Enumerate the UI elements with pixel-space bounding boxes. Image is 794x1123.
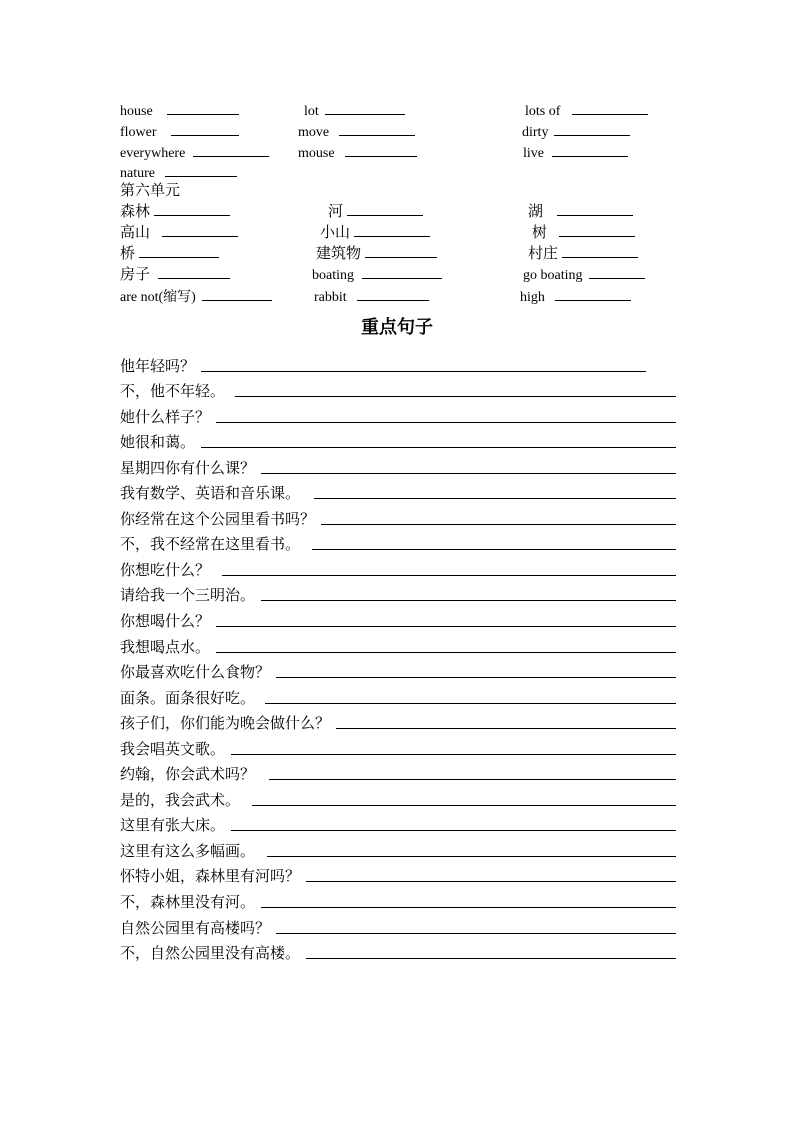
sentence-text: 孩子们，你们能为晚会做什么？ — [120, 714, 331, 733]
sentence-row — [120, 886, 676, 912]
vocab-item: 小山 — [320, 222, 430, 241]
vocab-row — [0, 121, 794, 141]
sentence-text: 怀特小姐，森林里有河吗？ — [120, 867, 301, 886]
answer-line[interactable] — [276, 677, 676, 678]
sentence-text: 你经常在这个公园里看书吗？ — [120, 509, 316, 528]
vocab-item: 湖 — [528, 201, 633, 220]
sentence-row — [120, 376, 676, 402]
vocab-item: 森林 — [120, 201, 230, 220]
sentence-text: 我想喝点水。 — [120, 637, 211, 656]
sentence-text: 不，他不年轻。 — [120, 382, 226, 401]
answer-line[interactable] — [201, 371, 646, 372]
vocab-row — [0, 162, 794, 182]
sentence-row — [120, 529, 676, 555]
sentence-text: 面条。面条很好吃。 — [120, 688, 256, 707]
sentence-text: 他年轻吗？ — [120, 356, 196, 375]
vocab-item: lots of — [525, 100, 648, 121]
sentence-row — [120, 810, 676, 836]
sentence-text: 不，森林里没有河。 — [120, 893, 256, 912]
answer-line[interactable] — [216, 652, 676, 653]
sentence-row — [120, 657, 676, 683]
answer-line[interactable] — [231, 754, 676, 755]
answer-line[interactable] — [306, 881, 676, 882]
vocab-item: flower — [120, 121, 239, 142]
vocab-item: house — [120, 100, 239, 121]
sentence-text: 不，自然公园里没有高楼。 — [120, 944, 301, 963]
sentence-text: 她很和蔼。 — [120, 433, 196, 452]
vocab-row — [0, 142, 794, 162]
answer-line[interactable] — [231, 830, 676, 831]
vocab-item: 高山 — [120, 222, 238, 241]
sentence-row — [120, 912, 676, 938]
answer-line[interactable] — [261, 600, 676, 601]
vocab-item: 桥 — [120, 243, 219, 262]
answer-line[interactable] — [321, 524, 676, 525]
sentence-row — [120, 938, 676, 964]
sentence-row — [120, 478, 676, 504]
answer-line[interactable] — [216, 422, 676, 423]
answer-line[interactable] — [261, 907, 676, 908]
sentence-text: 你想吃什么？ — [120, 560, 211, 579]
vocab-item: 建筑物 — [316, 243, 437, 262]
sentence-row — [120, 554, 676, 580]
vocab-item: go boating — [523, 264, 645, 285]
sentence-row — [120, 427, 676, 453]
answer-line[interactable] — [267, 856, 676, 857]
answer-line[interactable] — [235, 396, 676, 397]
vocab-item: 村庄 — [528, 243, 638, 262]
answer-line[interactable] — [222, 575, 676, 576]
answer-line[interactable] — [306, 958, 676, 959]
answer-line[interactable] — [265, 703, 676, 704]
answer-line[interactable] — [276, 933, 676, 934]
sentence-text: 她什么样子？ — [120, 407, 211, 426]
answer-line[interactable] — [336, 728, 676, 729]
sentence-row — [120, 401, 676, 427]
sentence-row — [120, 605, 676, 631]
section-title: 重点句子 — [361, 317, 433, 338]
vocab-item: mouse — [298, 142, 417, 163]
sentence-text: 这里有张大床。 — [120, 816, 226, 835]
vocab-item: everywhere — [120, 142, 269, 163]
answer-line[interactable] — [201, 447, 676, 448]
sentence-text: 我会唱英文歌。 — [120, 739, 226, 758]
sentence-text: 我有数学、英语和音乐课。 — [120, 484, 301, 503]
unit-title: 第六单元 — [120, 181, 181, 199]
vocab-item: move — [298, 121, 415, 142]
sentence-row — [120, 835, 676, 861]
sentence-row — [120, 759, 676, 785]
sentence-row — [120, 784, 676, 810]
vocab-item: rabbit — [314, 286, 429, 307]
sentence-row — [120, 631, 676, 657]
sentence-text: 是的，我会武术。 — [120, 790, 241, 809]
unit6-row — [0, 264, 794, 284]
vocab-item: live — [523, 142, 628, 163]
vocab-item: high — [520, 286, 631, 307]
sentence-row — [120, 350, 646, 376]
sentence-row — [120, 733, 676, 759]
answer-line[interactable] — [252, 805, 676, 806]
sentence-text: 这里有这么多幅画。 — [120, 841, 256, 860]
vocab-item: lot — [304, 100, 405, 121]
vocab-item: are not(缩写) — [120, 286, 272, 307]
unit6-row — [0, 201, 794, 221]
vocab-item: 房子 — [120, 264, 230, 283]
unit6-row — [0, 286, 794, 306]
answer-line[interactable] — [269, 779, 676, 780]
sentence-row — [120, 682, 676, 708]
vocab-item: boating — [312, 264, 442, 285]
sentence-text: 你想喝什么？ — [120, 612, 211, 631]
sentence-row — [120, 503, 676, 529]
sentence-text: 不，我不经常在这里看书。 — [120, 535, 301, 554]
unit6-row — [0, 243, 794, 263]
unit6-row — [0, 222, 794, 242]
sentence-row — [120, 861, 676, 887]
sentence-text: 你最喜欢吃什么食物？ — [120, 663, 271, 682]
answer-line[interactable] — [312, 549, 676, 550]
vocab-item: nature — [120, 162, 237, 183]
sentence-row — [120, 452, 676, 478]
sentence-text: 星期四你有什么课？ — [120, 458, 256, 477]
sentence-text: 自然公园里有高楼吗？ — [120, 918, 271, 937]
sentence-list — [120, 350, 676, 963]
answer-line[interactable] — [314, 498, 676, 499]
sentence-row — [120, 580, 676, 606]
vocab-row — [0, 100, 794, 120]
sentence-text: 约翰，你会武术吗？ — [120, 765, 256, 784]
answer-line[interactable] — [261, 473, 676, 474]
sentence-text: 请给我一个三明治。 — [120, 586, 256, 605]
answer-line[interactable] — [216, 626, 676, 627]
vocab-item: 树 — [532, 222, 635, 241]
vocab-item: 河 — [328, 201, 423, 220]
vocab-item: dirty — [522, 121, 630, 142]
sentence-row — [120, 708, 676, 734]
